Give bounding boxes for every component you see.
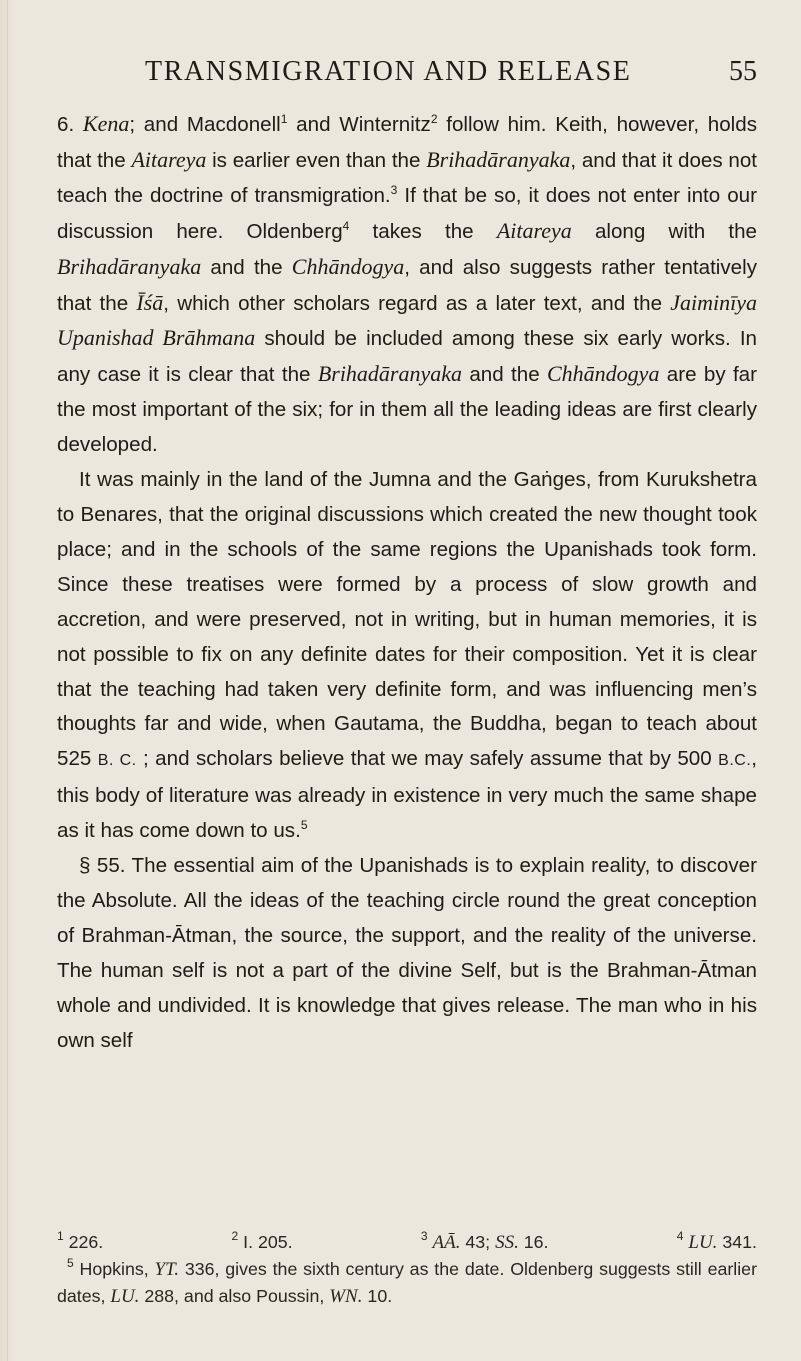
footnote-text: I. 205. bbox=[238, 1232, 293, 1252]
italic-title: Brihadāranyaka bbox=[426, 146, 571, 172]
text-run: should be included among these six early works. In any case it is clear that the bbox=[57, 327, 757, 387]
footnote-abbrev: LU. bbox=[110, 1286, 140, 1307]
italic-title: Chhāndogya bbox=[547, 361, 660, 387]
italic-title: Jaiminīya Upanishad Brāhmana bbox=[57, 289, 757, 351]
italic-title: Chhāndogya bbox=[291, 253, 405, 279]
footnote-row bbox=[57, 1229, 757, 1256]
italic-title: Īśā bbox=[136, 289, 164, 315]
footnote-4 bbox=[677, 1229, 757, 1256]
page-header bbox=[145, 56, 757, 96]
footnote-5 bbox=[57, 1256, 757, 1310]
footnote-text: 10. bbox=[362, 1286, 393, 1306]
footnote-abbrev: LU. bbox=[688, 1232, 718, 1253]
footnote-number: 1 bbox=[57, 1229, 64, 1243]
text-run: ; and Macdonell bbox=[129, 113, 281, 136]
footnote-text: 43; bbox=[460, 1232, 496, 1252]
text-run: , and that it does not teach the doctrine of transmigration. bbox=[57, 148, 758, 207]
footnote-3 bbox=[421, 1229, 549, 1256]
italic-title: Kena bbox=[82, 111, 130, 136]
italic-title: Aitareya bbox=[496, 217, 572, 243]
small-caps-date: B.C. bbox=[718, 752, 752, 770]
italic-title: Brihadāranyaka bbox=[57, 253, 202, 279]
footnote-text: 341. bbox=[717, 1232, 757, 1252]
footnote-text: 226. bbox=[63, 1232, 104, 1252]
text-run: , and also suggests rather tentatively that the bbox=[57, 255, 758, 315]
text-run: If that be so, it does not enter into our discussion here. Oldenberg bbox=[57, 183, 757, 243]
text-run: follow him. Keith, however, holds that the bbox=[57, 113, 757, 172]
footnote-ref: 2 bbox=[430, 112, 438, 126]
text-run: and Winternitz bbox=[287, 113, 431, 136]
italic-title: Brihadāranyaka bbox=[317, 361, 463, 387]
paragraph-3 bbox=[57, 849, 757, 1058]
footnote-ref: 4 bbox=[342, 218, 350, 233]
footnote-number: 4 bbox=[676, 1229, 684, 1243]
footnote-ref: 1 bbox=[280, 112, 288, 126]
page-number: 55 bbox=[729, 56, 757, 87]
text-run: 6. bbox=[57, 113, 83, 136]
footnote-number: 3 bbox=[420, 1229, 428, 1243]
running-head: TRANSMIGRATION AND RELEASE bbox=[145, 56, 632, 87]
footnote-number: 5 bbox=[67, 1256, 74, 1270]
footnote-number: 2 bbox=[231, 1229, 239, 1243]
small-caps-date: B. C. bbox=[97, 752, 137, 770]
text-run: It was mainly in the land of the Jumna and the Gaṅges, from Kurukshetra to Benares, that the original discussions which created the new thought took place; and in the schools of the same regions the Upanishads took form. Since these treatises were formed by a process of slow growth and accretion, and were preserved, not in writing, but in human memories, it is not possible to fix on any definite dates for their composition. Yet it is clear that the teaching had taken very definite form, and was influencing men’s thoughts far and wide, when Gautama, the Buddha, began to teach about 525 bbox=[57, 468, 757, 771]
footnote-ref: 3 bbox=[390, 182, 398, 197]
gutter-line bbox=[7, 0, 8, 1361]
text-run: and the bbox=[462, 363, 547, 387]
italic-title: Aitareya bbox=[131, 146, 207, 172]
footnote-abbrev: AĀ. bbox=[432, 1232, 461, 1253]
footnotes bbox=[57, 1229, 757, 1310]
footnote-2 bbox=[232, 1229, 293, 1256]
text-run: is earlier even than the bbox=[206, 148, 427, 172]
paragraph-2 bbox=[57, 463, 757, 849]
footnote-text: 16. bbox=[518, 1232, 549, 1252]
text-run: § 55. The essential aim of the Upanishads is to explain reality, to discover the Absolute. All the ideas of the teaching circle round the great conception of Brahman-Ātman, the source, the support, and the reality of the universe. The human self is not a part of the divine Self, but is the Brahman-Ātman whole and undivided. It is knowledge that gives release. The man who in his own self bbox=[57, 854, 757, 1052]
text-run: ; and scholars believe that we may safely assume that by 500 bbox=[136, 747, 719, 771]
text-run: and the bbox=[201, 255, 292, 279]
footnote-text: Hopkins, bbox=[73, 1259, 155, 1279]
body-text bbox=[57, 107, 757, 1058]
footnote-text: 288, and also Poussin, bbox=[139, 1286, 330, 1306]
paragraph-1 bbox=[57, 107, 757, 463]
text-run: , this body of literature was already in existence in very much the same shape as it has come down to us. bbox=[57, 747, 757, 843]
footnote-abbrev: SS. bbox=[495, 1232, 519, 1253]
text-run: , which other scholars regard as a later text, and the bbox=[163, 291, 671, 315]
footnote-text: 336, gives the sixth century as the date. Oldenberg suggests still earlier dates, bbox=[57, 1259, 757, 1306]
text-run: along with the bbox=[571, 219, 757, 243]
text-run: are by far the most important of the six; for in them all the leading ideas are first clearly developed. bbox=[57, 363, 757, 457]
footnote-abbrev: YT. bbox=[154, 1259, 180, 1280]
footnote-ref: 5 bbox=[300, 818, 308, 833]
footnote-abbrev: WN. bbox=[329, 1286, 363, 1307]
page-gutter bbox=[0, 0, 14, 1361]
footnote-1 bbox=[57, 1229, 103, 1256]
text-run: takes the bbox=[349, 219, 497, 243]
